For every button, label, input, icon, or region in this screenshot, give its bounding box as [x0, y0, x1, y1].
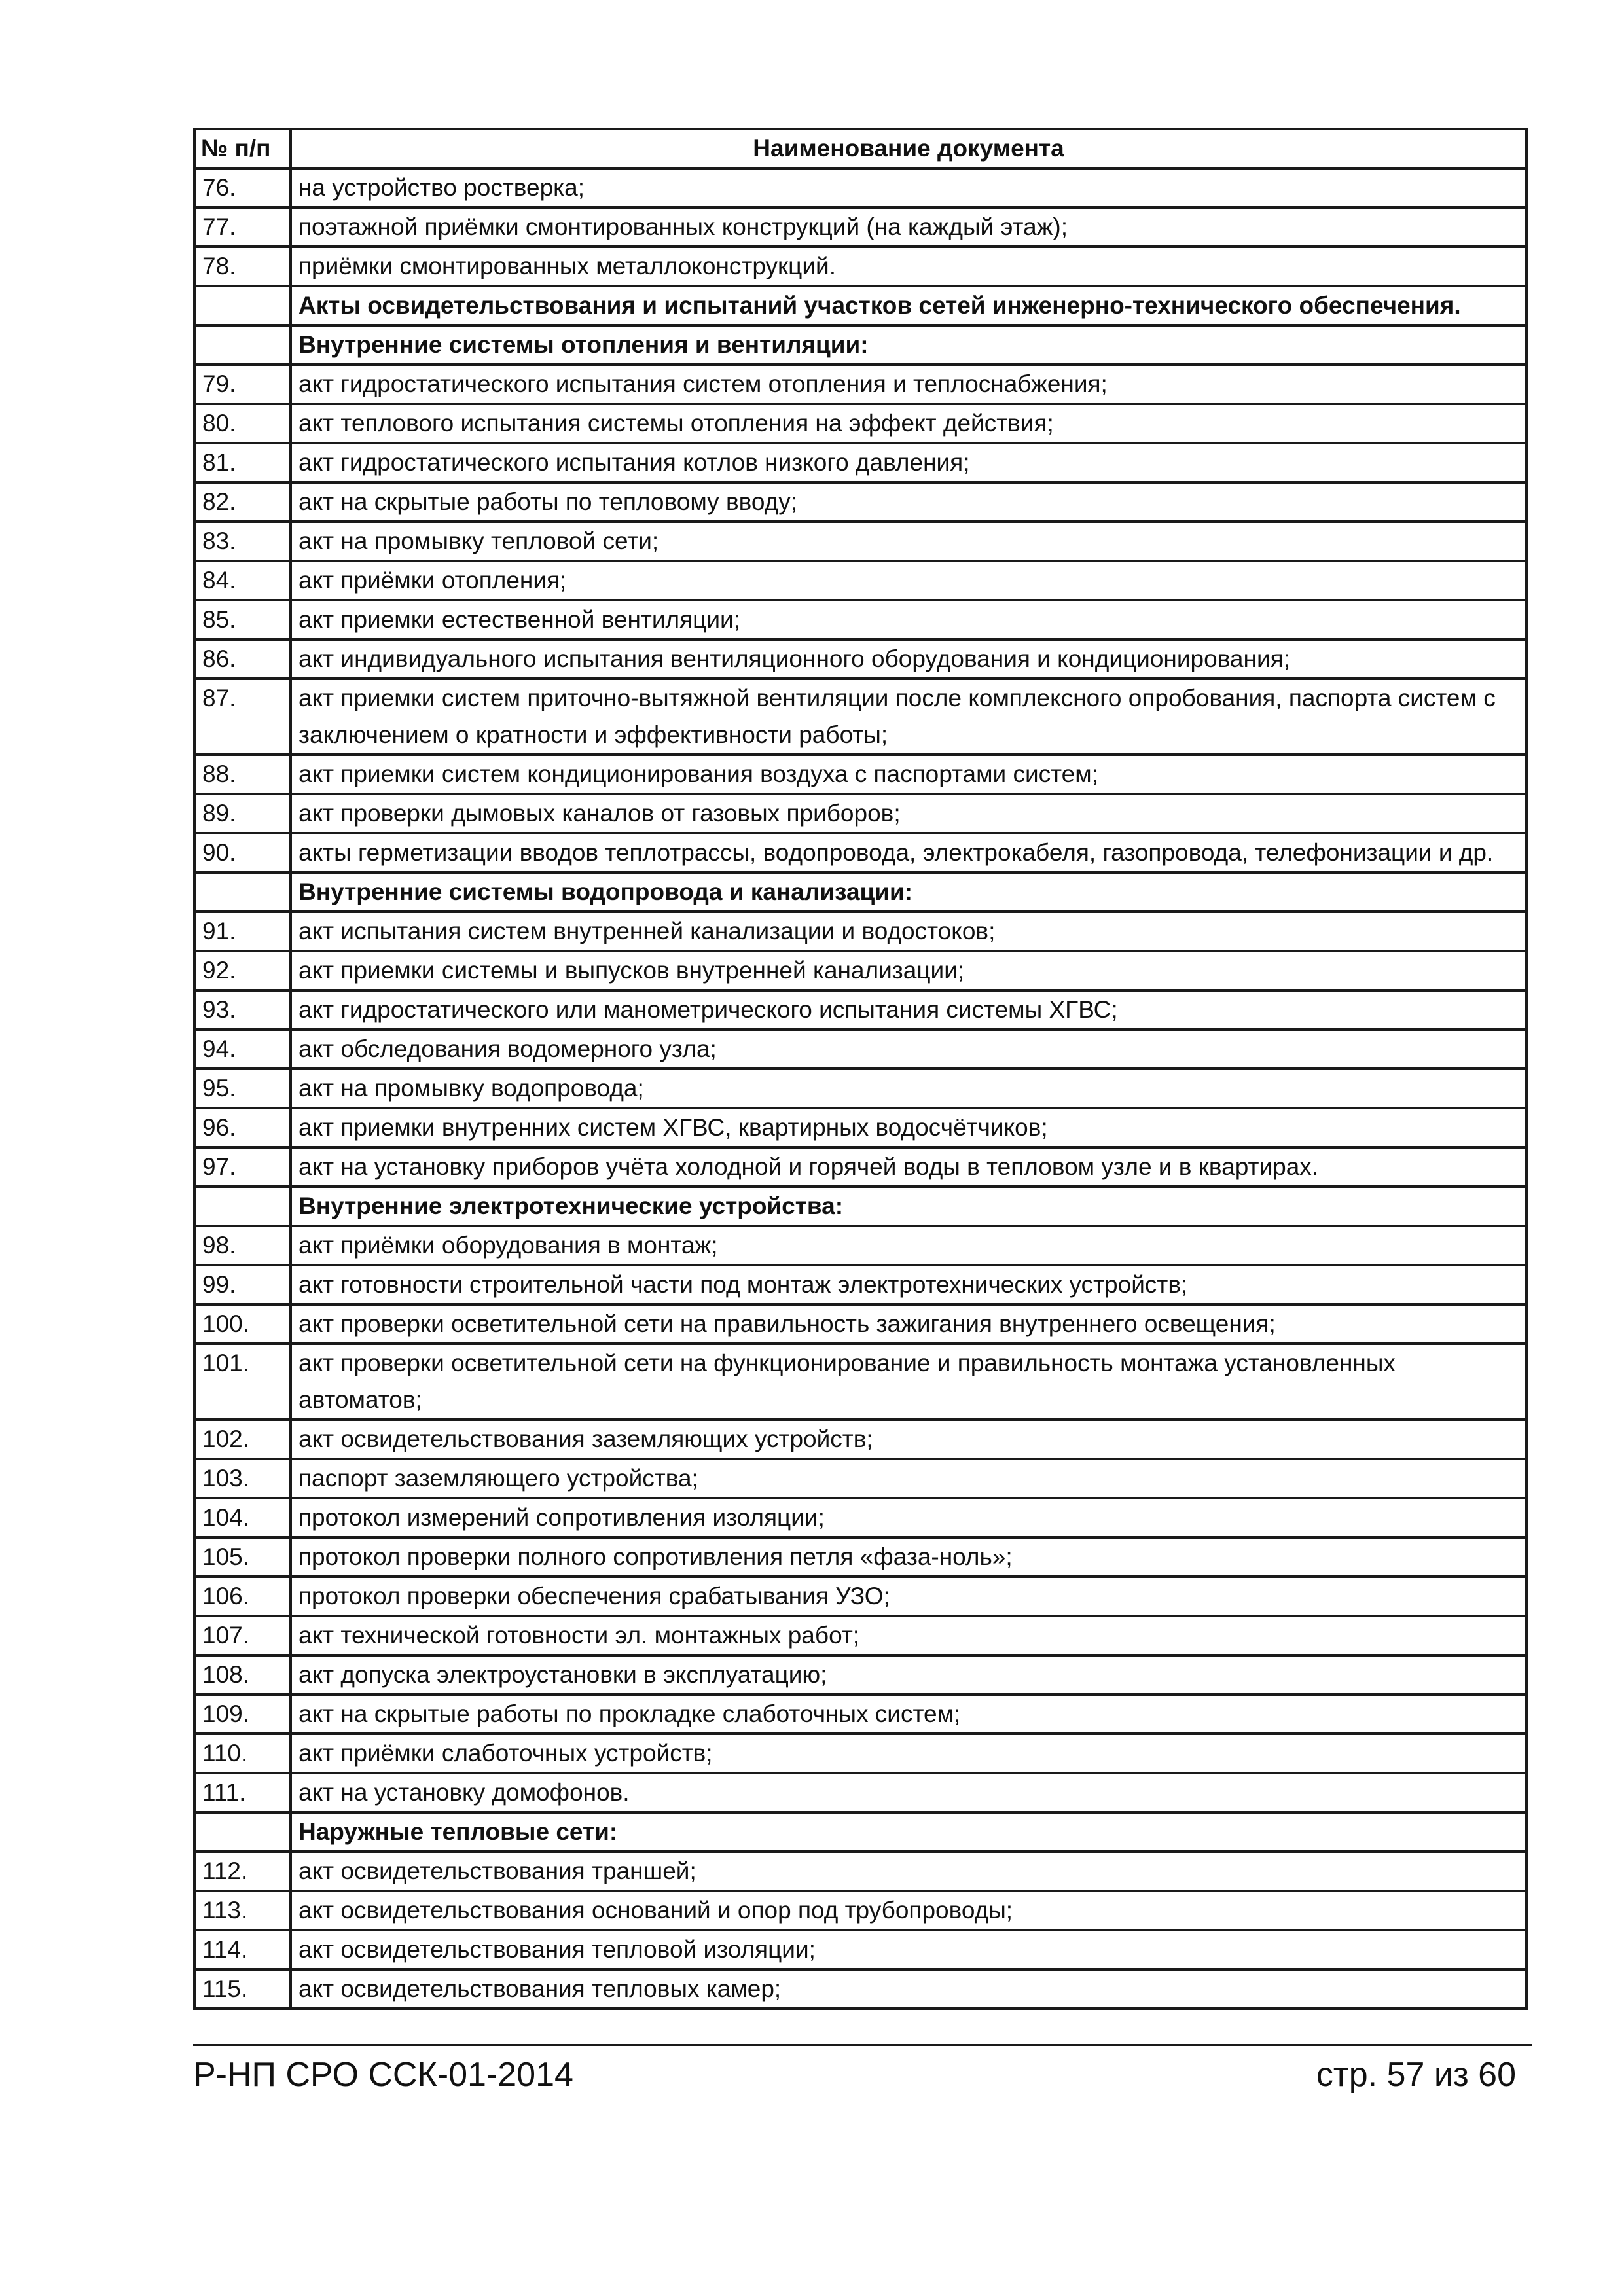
row-number: 96. [194, 1108, 291, 1147]
table-row [194, 1537, 1526, 1577]
row-number: 108. [194, 1655, 291, 1695]
section-title: Внутренние системы отопления и вентиляции: [291, 325, 1526, 365]
document-name: акт приемки систем кондиционирования воздуха с паспортами систем; [291, 755, 1526, 794]
section-header-row [194, 1187, 1526, 1226]
row-number: 99. [194, 1265, 291, 1304]
table-row [194, 912, 1526, 951]
row-number: 94. [194, 1030, 291, 1069]
section-title: Акты освидетельствования и испытаний участков сетей инженерно-технического обеспечения. [291, 286, 1526, 325]
column-header-document-name: Наименование документа [291, 129, 1526, 168]
document-name: акт освидетельствования оснований и опор под трубопроводы; [291, 1891, 1526, 1930]
document-name: акт проверки осветительной сети на правильность зажигания внутреннего освещения; [291, 1304, 1526, 1344]
table-row [194, 168, 1526, 207]
document-name: протокол измерений сопротивления изоляции; [291, 1498, 1526, 1537]
row-number [194, 325, 291, 365]
table-row [194, 522, 1526, 561]
row-number: 95. [194, 1069, 291, 1108]
row-number: 97. [194, 1147, 291, 1187]
document-name: акт испытания систем внутренней канализации и водостоков; [291, 912, 1526, 951]
row-number: 102. [194, 1420, 291, 1459]
column-header-number: № п/п [194, 129, 291, 168]
row-number: 76. [194, 168, 291, 207]
table-header-row [194, 129, 1526, 168]
row-number: 106. [194, 1577, 291, 1616]
document-name: акты герметизации вводов теплотрассы, водопровода, электрокабеля, газопровода, телефонизации и др. [291, 833, 1526, 872]
table-row [194, 1930, 1526, 1969]
row-number: 80. [194, 404, 291, 443]
table-row [194, 1616, 1526, 1655]
document-name: акт на скрытые работы по тепловому вводу; [291, 482, 1526, 522]
table-row [194, 1265, 1526, 1304]
row-number: 103. [194, 1459, 291, 1498]
row-number: 84. [194, 561, 291, 600]
document-name: акт приемки внутренних систем ХГВС, квартирных водосчётчиков; [291, 1108, 1526, 1147]
document-name: акт на скрытые работы по прокладке слаботочных систем; [291, 1695, 1526, 1734]
document-name: акт приёмки слаботочных устройств; [291, 1734, 1526, 1773]
document-name: акт приёмки оборудования в монтаж; [291, 1226, 1526, 1265]
footer-page-number: стр. 57 из 60 [1316, 2056, 1516, 2094]
table-body [194, 168, 1526, 2009]
row-number: 98. [194, 1226, 291, 1265]
table-row [194, 443, 1526, 482]
documents-table [193, 128, 1528, 2010]
table-row [194, 1108, 1526, 1147]
row-number: 90. [194, 833, 291, 872]
row-number: 78. [194, 247, 291, 286]
document-name: акт проверки осветительной сети на функционирование и правильность монтажа установленных автоматов; [291, 1344, 1526, 1420]
table-row [194, 639, 1526, 679]
row-number: 87. [194, 679, 291, 755]
document-name: акт индивидуального испытания вентиляционного оборудования и кондиционирования; [291, 639, 1526, 679]
document-name: приёмки смонтированных металлоконструкций. [291, 247, 1526, 286]
document-name: акт готовности строительной части под монтаж электротехнических устройств; [291, 1265, 1526, 1304]
table-row [194, 1695, 1526, 1734]
table-row [194, 404, 1526, 443]
document-name: протокол проверки полного сопротивления петля «фаза-ноль»; [291, 1537, 1526, 1577]
table-row [194, 1304, 1526, 1344]
row-number: 113. [194, 1891, 291, 1930]
document-name: акт гидростатического испытания систем отопления и теплоснабжения; [291, 365, 1526, 404]
table-row [194, 1577, 1526, 1616]
document-name: акт гидростатического испытания котлов низкого давления; [291, 443, 1526, 482]
table-row [194, 1891, 1526, 1930]
document-name: акт освидетельствования заземляющих устройств; [291, 1420, 1526, 1459]
document-name: акт приёмки отопления; [291, 561, 1526, 600]
table-row [194, 755, 1526, 794]
row-number: 93. [194, 990, 291, 1030]
row-number: 114. [194, 1930, 291, 1969]
table-row [194, 1773, 1526, 1812]
row-number: 109. [194, 1695, 291, 1734]
table-row [194, 794, 1526, 833]
table-row [194, 600, 1526, 639]
row-number [194, 872, 291, 912]
row-number: 91. [194, 912, 291, 951]
section-header-row [194, 1812, 1526, 1852]
document-name: акт освидетельствования траншей; [291, 1852, 1526, 1891]
section-header-row [194, 872, 1526, 912]
section-title: Внутренние системы водопровода и канализации: [291, 872, 1526, 912]
table-row [194, 951, 1526, 990]
document-name: поэтажной приёмки смонтированных конструкций (на каждый этаж); [291, 207, 1526, 247]
table-row [194, 1969, 1526, 2009]
row-number: 89. [194, 794, 291, 833]
table-row [194, 1852, 1526, 1891]
document-name: паспорт заземляющего устройства; [291, 1459, 1526, 1498]
row-number: 101. [194, 1344, 291, 1420]
section-title: Наружные тепловые сети: [291, 1812, 1526, 1852]
document-name: акт на промывку водопровода; [291, 1069, 1526, 1108]
table-row [194, 1734, 1526, 1773]
table-row [194, 1420, 1526, 1459]
table-row [194, 1498, 1526, 1537]
document-name: акт на установку приборов учёта холодной и горячей воды в тепловом узле и в квартирах. [291, 1147, 1526, 1187]
row-number: 100. [194, 1304, 291, 1344]
row-number: 86. [194, 639, 291, 679]
row-number: 105. [194, 1537, 291, 1577]
section-title: Внутренние электротехнические устройства: [291, 1187, 1526, 1226]
row-number: 115. [194, 1969, 291, 2009]
table-row [194, 1344, 1526, 1420]
row-number: 79. [194, 365, 291, 404]
document-name: протокол проверки обеспечения срабатывания УЗО; [291, 1577, 1526, 1616]
row-number: 110. [194, 1734, 291, 1773]
table-row [194, 833, 1526, 872]
document-name: акт допуска электроустановки в эксплуатацию; [291, 1655, 1526, 1695]
document-name: акт технической готовности эл. монтажных работ; [291, 1616, 1526, 1655]
row-number: 82. [194, 482, 291, 522]
table-row [194, 482, 1526, 522]
row-number: 85. [194, 600, 291, 639]
section-header-row [194, 286, 1526, 325]
table-row [194, 207, 1526, 247]
row-number: 112. [194, 1852, 291, 1891]
row-number [194, 286, 291, 325]
document-name: акт освидетельствования тепловой изоляции; [291, 1930, 1526, 1969]
document-name: акт приемки естественной вентиляции; [291, 600, 1526, 639]
table-row [194, 679, 1526, 755]
document-name: акт приемки системы и выпусков внутренней канализации; [291, 951, 1526, 990]
document-name: акт проверки дымовых каналов от газовых приборов; [291, 794, 1526, 833]
table-row [194, 1030, 1526, 1069]
row-number [194, 1187, 291, 1226]
table-row [194, 1459, 1526, 1498]
table-row [194, 1226, 1526, 1265]
document-name: акт теплового испытания системы отопления на эффект действия; [291, 404, 1526, 443]
row-number: 104. [194, 1498, 291, 1537]
document-name: акт на установку домофонов. [291, 1773, 1526, 1812]
table-row [194, 247, 1526, 286]
document-name: акт обследования водомерного узла; [291, 1030, 1526, 1069]
document-name: на устройство ростверка; [291, 168, 1526, 207]
row-number: 88. [194, 755, 291, 794]
document-name: акт приемки систем приточно-вытяжной вентиляции после комплексного опробования, паспорта систем с заключением о кратности и эффективности работы; [291, 679, 1526, 755]
row-number: 92. [194, 951, 291, 990]
document-name: акт освидетельствования тепловых камер; [291, 1969, 1526, 2009]
document-name: акт гидростатического или манометрического испытания системы ХГВС; [291, 990, 1526, 1030]
table-row [194, 990, 1526, 1030]
row-number: 111. [194, 1773, 291, 1812]
table-row [194, 1147, 1526, 1187]
table-row [194, 1655, 1526, 1695]
table-row [194, 561, 1526, 600]
row-number: 81. [194, 443, 291, 482]
footer-document-code: Р-НП СРО ССК-01-2014 [193, 2056, 573, 2094]
row-number [194, 1812, 291, 1852]
section-header-row [194, 325, 1526, 365]
row-number: 77. [194, 207, 291, 247]
table-row [194, 365, 1526, 404]
row-number: 83. [194, 522, 291, 561]
table-row [194, 1069, 1526, 1108]
document-name: акт на промывку тепловой сети; [291, 522, 1526, 561]
row-number: 107. [194, 1616, 291, 1655]
footer-divider [193, 2044, 1532, 2046]
